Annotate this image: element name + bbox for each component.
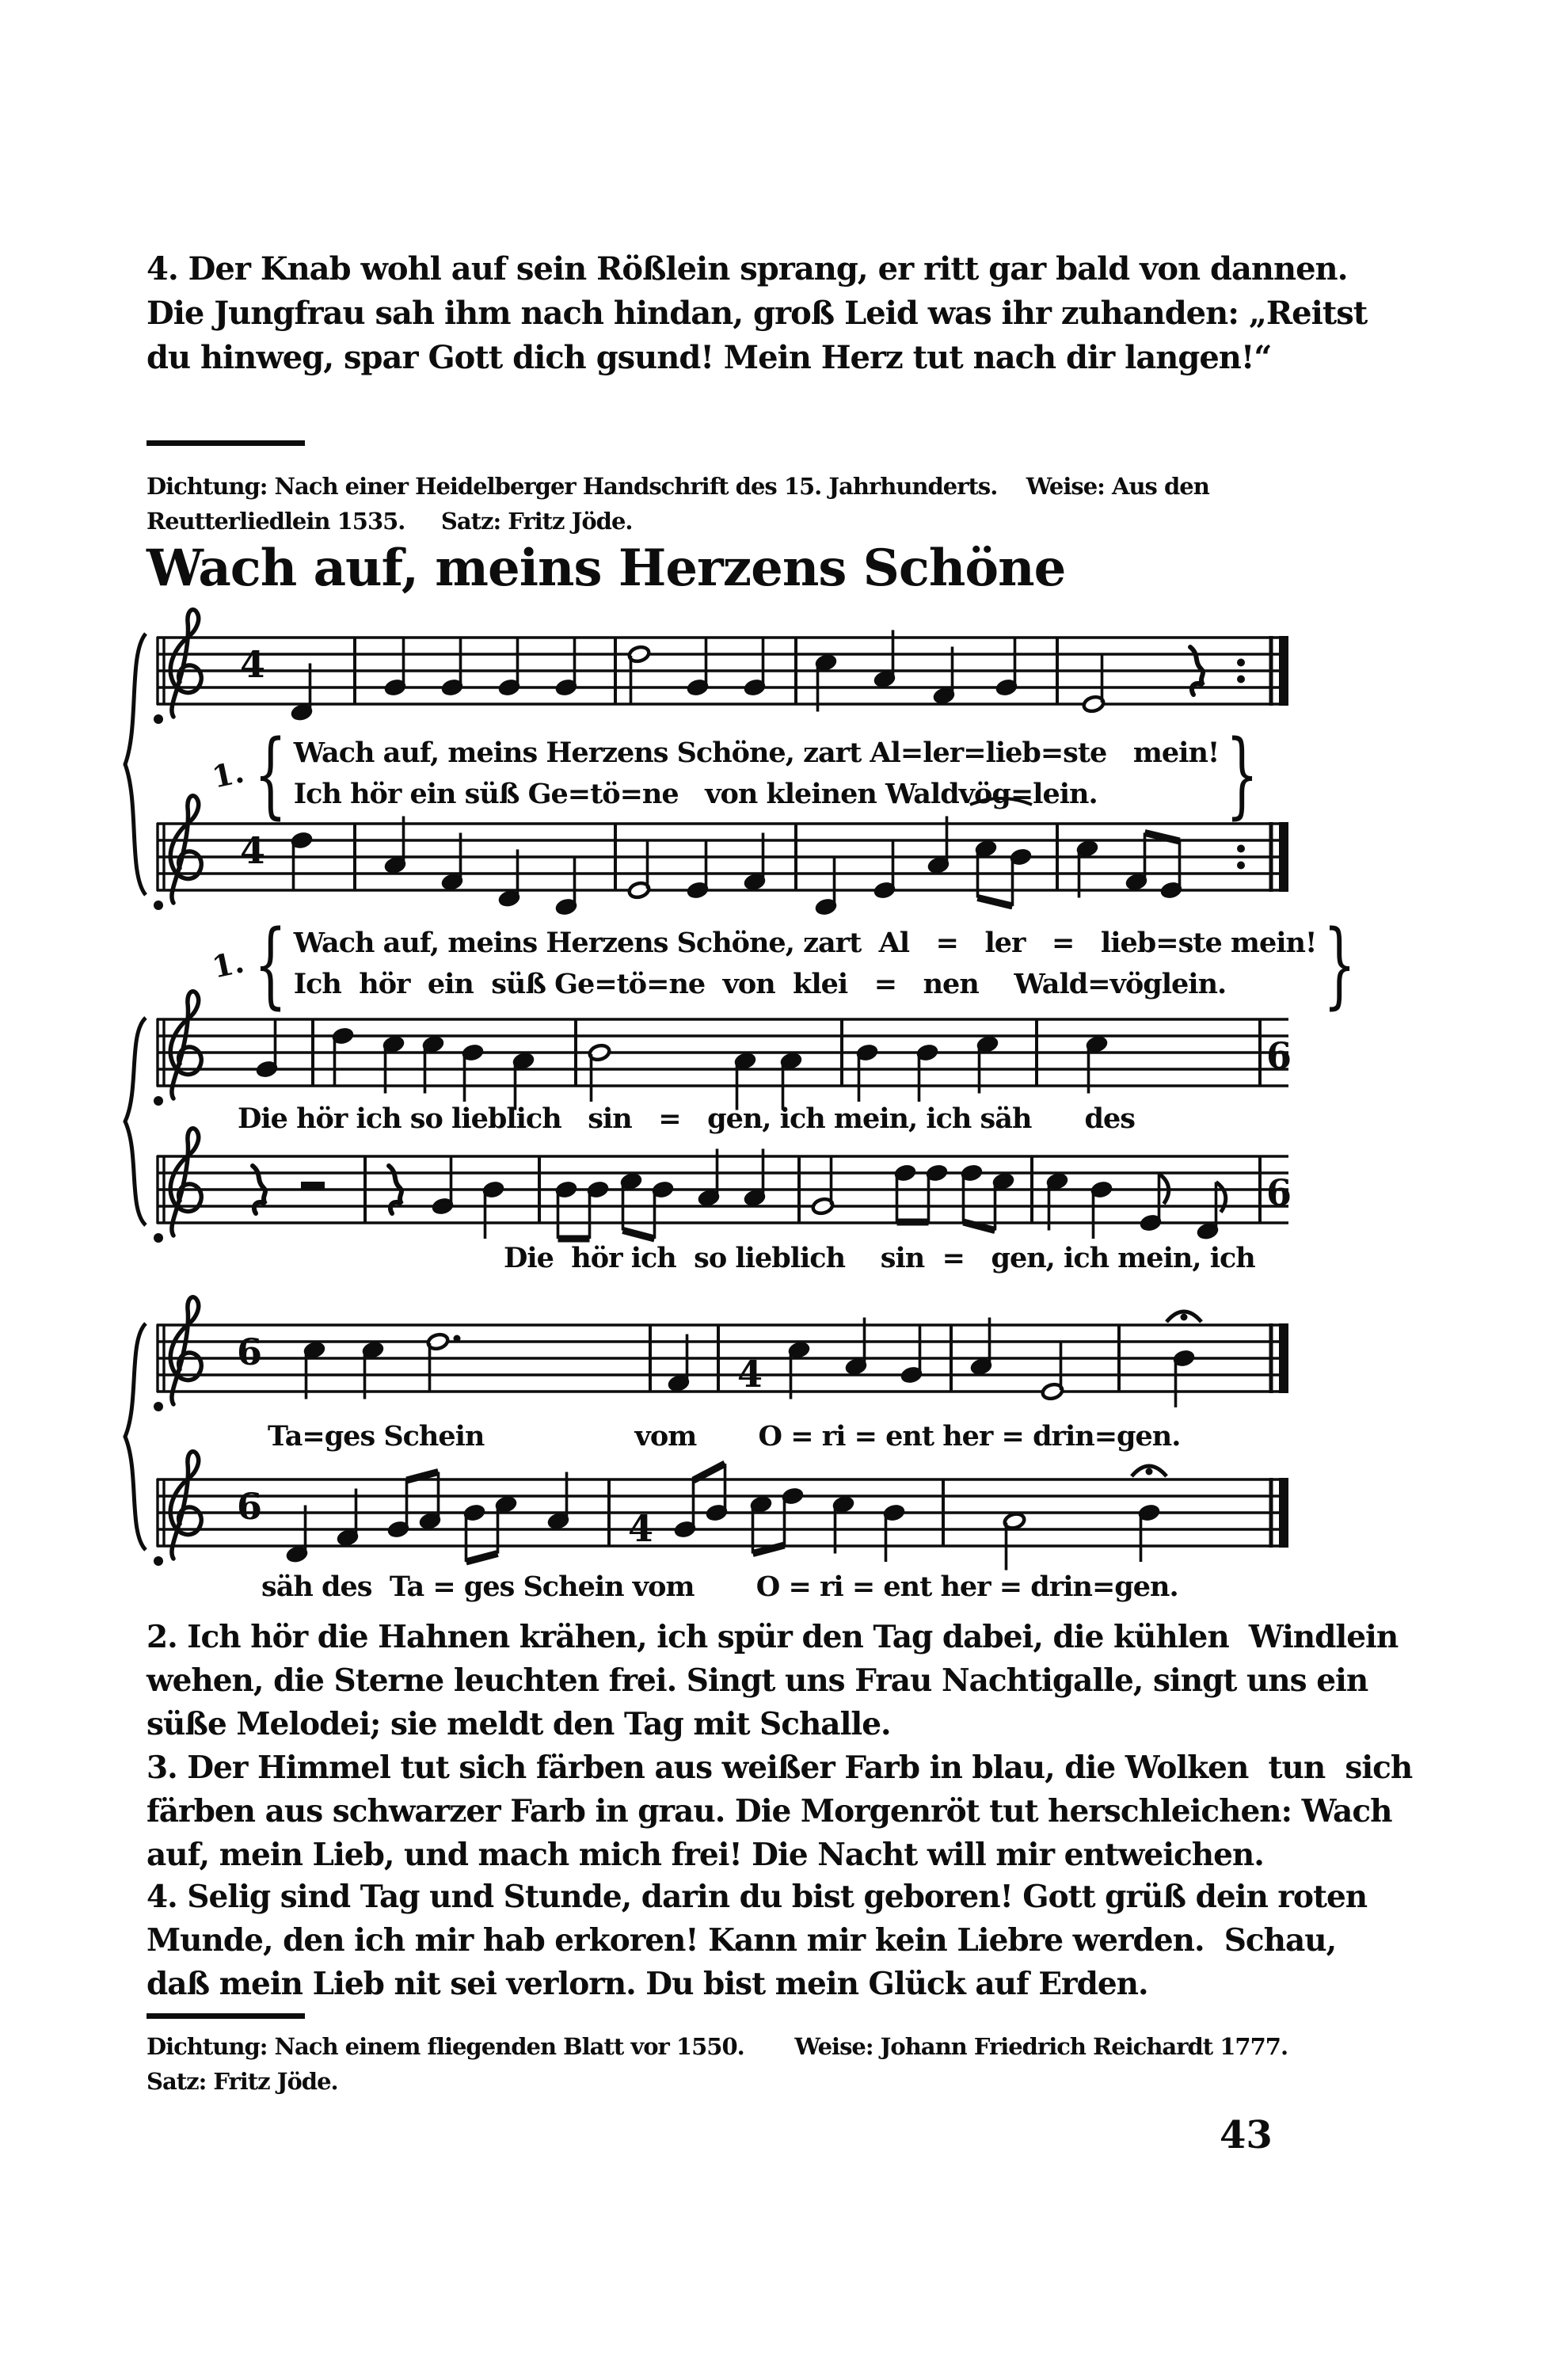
verse-4-line: daß mein Lieb nit sei verlorn. Du bist mein Glück auf Erden. bbox=[147, 1966, 1148, 2002]
verse-2-line: wehen, die Sterne leuchten frei. Singt uns Frau Nachtigalle, singt uns ein bbox=[147, 1662, 1368, 1699]
previous-song-verse bbox=[147, 247, 1367, 380]
svg-text:6: 6 bbox=[1265, 1034, 1292, 1077]
lyric-line-voice-2: säh des Ta = ges Schein vom O = ri = ent her = drin=gen. bbox=[261, 1571, 1178, 1603]
lyric-line-voice-1: Ta=ges Schein vom O = ri = ent her = drin=gen. bbox=[268, 1420, 1181, 1453]
lyric-lines bbox=[294, 733, 1220, 815]
verse-number: 1. bbox=[208, 942, 247, 985]
lyric-brace-icon: { bbox=[253, 719, 287, 828]
top-attribution-line: Reutterliedlein 1535. Satz: Fritz Jöde. bbox=[147, 508, 633, 535]
bottom-attribution bbox=[147, 2029, 1288, 2099]
verse-3-line: 3. Der Himmel tut sich färben aus weißer Farb in blau, die Wolken tun sich bbox=[147, 1750, 1413, 1786]
lyric-line-voice-1: Die hör ich so lieblich sin = gen, ich mein, ich säh des bbox=[238, 1102, 1135, 1135]
verse-4-line: Munde, den ich mir hab erkoren! Kann mir kein Liebre werden. Schau, bbox=[147, 1922, 1337, 1959]
previous-song-verse-line: du hinweg, spar Gott dich gsund! Mein Herz tut nach dir langen!“ bbox=[147, 339, 1272, 376]
lyric-brace-icon: } bbox=[1323, 909, 1357, 1019]
verse-4-line: 4. Selig sind Tag und Stunde, darin du bist geboren! Gott grüß dein roten bbox=[147, 1879, 1368, 1915]
verse1-lyrics-voice-1 bbox=[208, 719, 1265, 828]
svg-text:6: 6 bbox=[236, 1331, 263, 1373]
svg-text:4: 4 bbox=[736, 1353, 763, 1396]
svg-text:4: 4 bbox=[627, 1507, 654, 1550]
section-divider bbox=[147, 440, 305, 446]
svg-text:6: 6 bbox=[236, 1485, 263, 1528]
verse-2-line: 2. Ich hör die Hahnen krähen, ich spür den Tag dabei, die kühlen Windlein bbox=[147, 1619, 1399, 1655]
lyric-brace-icon: { bbox=[253, 909, 287, 1019]
verse-3-line: auf, mein Lieb, und mach mich frei! Die Nacht will mir entweichen. bbox=[147, 1837, 1264, 1873]
lyric-line-voice-2: Die hör ich so lieblich sin = gen, ich mein, ich bbox=[504, 1242, 1255, 1274]
system-brace-icon bbox=[120, 632, 152, 897]
previous-song-verse-line: 4. Der Knab wohl auf sein Rößlein sprang, er ritt gar bald von dannen. bbox=[147, 250, 1348, 287]
top-attribution-line: Dichtung: Nach einer Heidelberger Handschrift des 15. Jahrhunderts. Weise: Aus den bbox=[147, 473, 1209, 500]
lyric-line: Ich hör ein süß Ge=tö=ne von klei = nen Wald=vöglein. bbox=[293, 968, 1227, 1000]
bottom-attribution-line: Dichtung: Nach einem fliegenden Blatt vor 1550. Weise: Johann Friedrich Reichardt 1777. bbox=[147, 2033, 1288, 2060]
lyric-line: Wach auf, meins Herzens Schöne, zart Al = ler = lieb=ste mein! bbox=[293, 927, 1317, 959]
svg-text:4: 4 bbox=[239, 829, 266, 872]
section-divider bbox=[147, 2013, 305, 2019]
page-title: Wach auf, meins Herzens Schöne bbox=[147, 539, 1066, 598]
verse-2 bbox=[147, 1616, 1398, 1746]
verse-3-line: färben aus schwarzer Farb in grau. Die Morgenröt tut herschleichen: Wach bbox=[147, 1793, 1392, 1830]
lyric-line: Ich hör ein süß Ge=tö=ne von kleinen Waldvög=lein. bbox=[293, 778, 1098, 810]
verse1-lyrics-voice-2 bbox=[208, 909, 1363, 1019]
verse-4 bbox=[147, 1875, 1367, 2006]
svg-text:4: 4 bbox=[239, 643, 266, 686]
top-attribution bbox=[147, 469, 1209, 539]
lyric-line: Wach auf, meins Herzens Schöne, zart Al=ler=lieb=ste mein! bbox=[293, 737, 1220, 769]
bottom-attribution-line: Satz: Fritz Jöde. bbox=[147, 2068, 338, 2095]
system-brace-icon bbox=[120, 1016, 152, 1227]
system-brace-icon bbox=[120, 1322, 152, 1552]
page-number: 43 bbox=[1220, 2113, 1273, 2157]
verse-2-line: süße Melodei; sie meldt den Tag mit Schalle. bbox=[147, 1706, 891, 1742]
lyric-brace-icon: } bbox=[1226, 719, 1259, 828]
svg-text:6: 6 bbox=[1265, 1171, 1292, 1214]
verse-3 bbox=[147, 1746, 1412, 1877]
verse-number: 1. bbox=[208, 752, 247, 795]
lyric-lines bbox=[294, 923, 1317, 1005]
previous-song-verse-line: Die Jungfrau sah ihm nach hindan, groß Leid was ihr zuhanden: „Reitst bbox=[147, 295, 1368, 332]
